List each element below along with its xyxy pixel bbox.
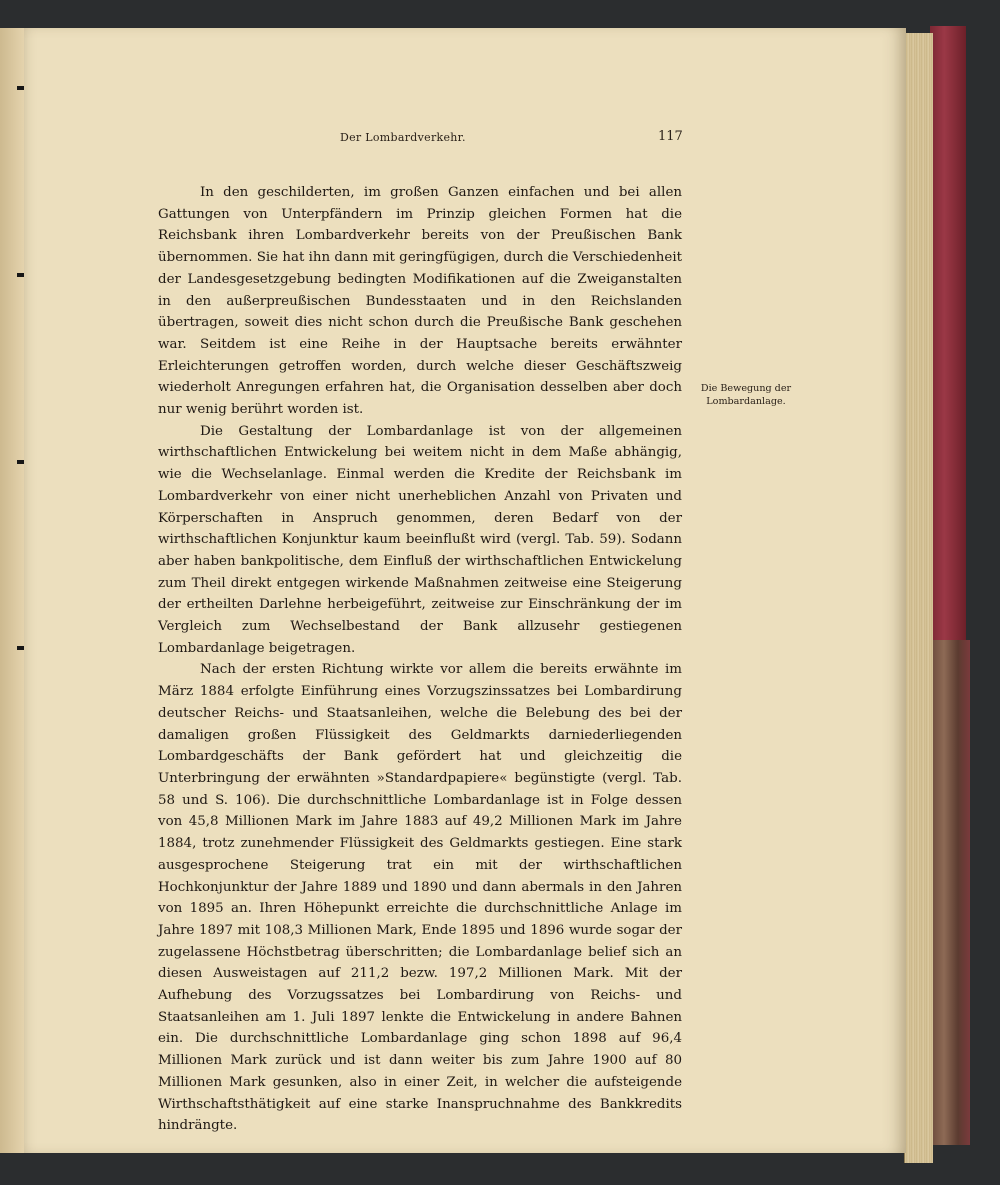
margin-mark xyxy=(17,86,24,90)
left-page-edge xyxy=(0,28,25,1153)
page-block-edge xyxy=(904,33,933,1163)
marginal-note: Die Bewegung der Lombardanlage. xyxy=(700,383,792,407)
page-number: 117 xyxy=(658,129,683,144)
paragraph-1: In den geschilderten, im großen Ganzen einfachen und bei allen Gattungen von Unterpfändern im Prinzip gleichen Formen hat die Reichsbank ihren Lombardverkehr bereits von der Preußischen Bank übernommen. Sie hat ihn dann mit geringfügigen, durch die Verschiedenheit der Landesgesetzgebung bedingten Modifikationen auf die Zweiganstalten in den außerpreußischen Bundesstaaten und in den Reichslanden übertragen, soweit dies nicht schon durch die Preußische Bank geschehen war. Seitdem ist eine Reihe in der Hauptsache bereits erwähnter Erleichterungen getroffen worden, durch welche dieser Geschäftszweig wiederholt Anregungen erfahren hat, die Organisation desselben aber doch nur wenig berührt worden ist. xyxy=(158,185,682,418)
book-cover-worn xyxy=(930,640,970,1145)
margin-mark xyxy=(17,273,24,277)
running-head-title: Der Lombardverkehr. xyxy=(340,131,466,144)
margin-mark xyxy=(17,460,24,464)
margin-mark xyxy=(17,646,24,650)
paragraph-3: Nach der ersten Richtung wirkte vor allem die bereits erwähnte im März 1884 erfolgte Einführung eines Vorzugszinssatzes bei Lombardirung deutscher Reichs- und Staatsanleihen, welche die Belebung des bei der damaligen großen Flüssigkeit des Geldmarkts darniederliegenden Lombardgeschäfts der Bank gefördert hat und gleichzeitig die Unterbringung der erwähnten »Standardpapiere« begünstigte (vergl. Tab. 58 und S. 106). Die durchschnittliche Lombardanlage ist in Folge dessen von 45,8 Millionen Mark im Jahre 1883 auf 49,2 Millionen Mark im Jahre 1884, trotz zunehmender Flüssigkeit des Geldmarkts gestiegen. Eine stark ausgesprochene Steigerung trat ein mit der wirthschaftlichen Hochkonjunktur der Jahre 1889 und 1890 und dann abermals in den Jahren von 1895 an. Ihren Höhepunkt erreichte die durchschnittliche Anlage im Jahre 1897 mit 108,3 Millionen Mark, Ende 1895 und 1896 wurde sogar der zugelassene Höchstbetrag überschritten; die Lombardanlage belief sich an diesen Ausweistagen auf 211,2 bezw. 197,2 Millionen Mark. Mit der Aufhebung des Vorzugssatzes bei Lombardirung von Reichs- und Staatsanleihen am 1. Juli 1897 lenkte die Entwickelung in andere Bahnen ein. Die durchschnittliche Lombardanlage ging schon 1898 auf 96,4 Millionen Mark zurück und ist dann weiter bis zum Jahre 1900 auf 80 Millionen Mark gesunken, also in einer Zeit, in welcher die aufsteigende Wirthschaftsthätigkeit auf eine starke Inanspruchnahme des Bankkredits hindrängte. xyxy=(158,662,682,1134)
body-text xyxy=(158,182,682,1137)
running-head xyxy=(0,131,1000,153)
paragraph-2: Die Gestaltung der Lombardanlage ist von der allgemeinen wirthschaftlichen Entwickelung bei weitem nicht in dem Maße abhängig, wie die Wechselanlage. Einmal werden die Kredite der Reichsbank im Lombardverkehr von einer nicht unerheblichen Anzahl von Privaten und Körperschaften in Anspruch genommen, deren Bedarf von der wirthschaftlichen Konjunktur kaum beeinflußt wird (vergl. Tab. 59). Sodann aber haben bankpolitische, dem Einfluß der wirthschaftlichen Entwickelung zum Theil direkt entgegen wirkende Maßnahmen zeitweise eine Steigerung der ertheilten Darlehne herbeigeführt, zeitweise zur Einschränkung der im Vergleich zum Wechselbestand der Bank allzusehr gestiegenen Lombardanlage beigetragen. xyxy=(158,423,682,656)
